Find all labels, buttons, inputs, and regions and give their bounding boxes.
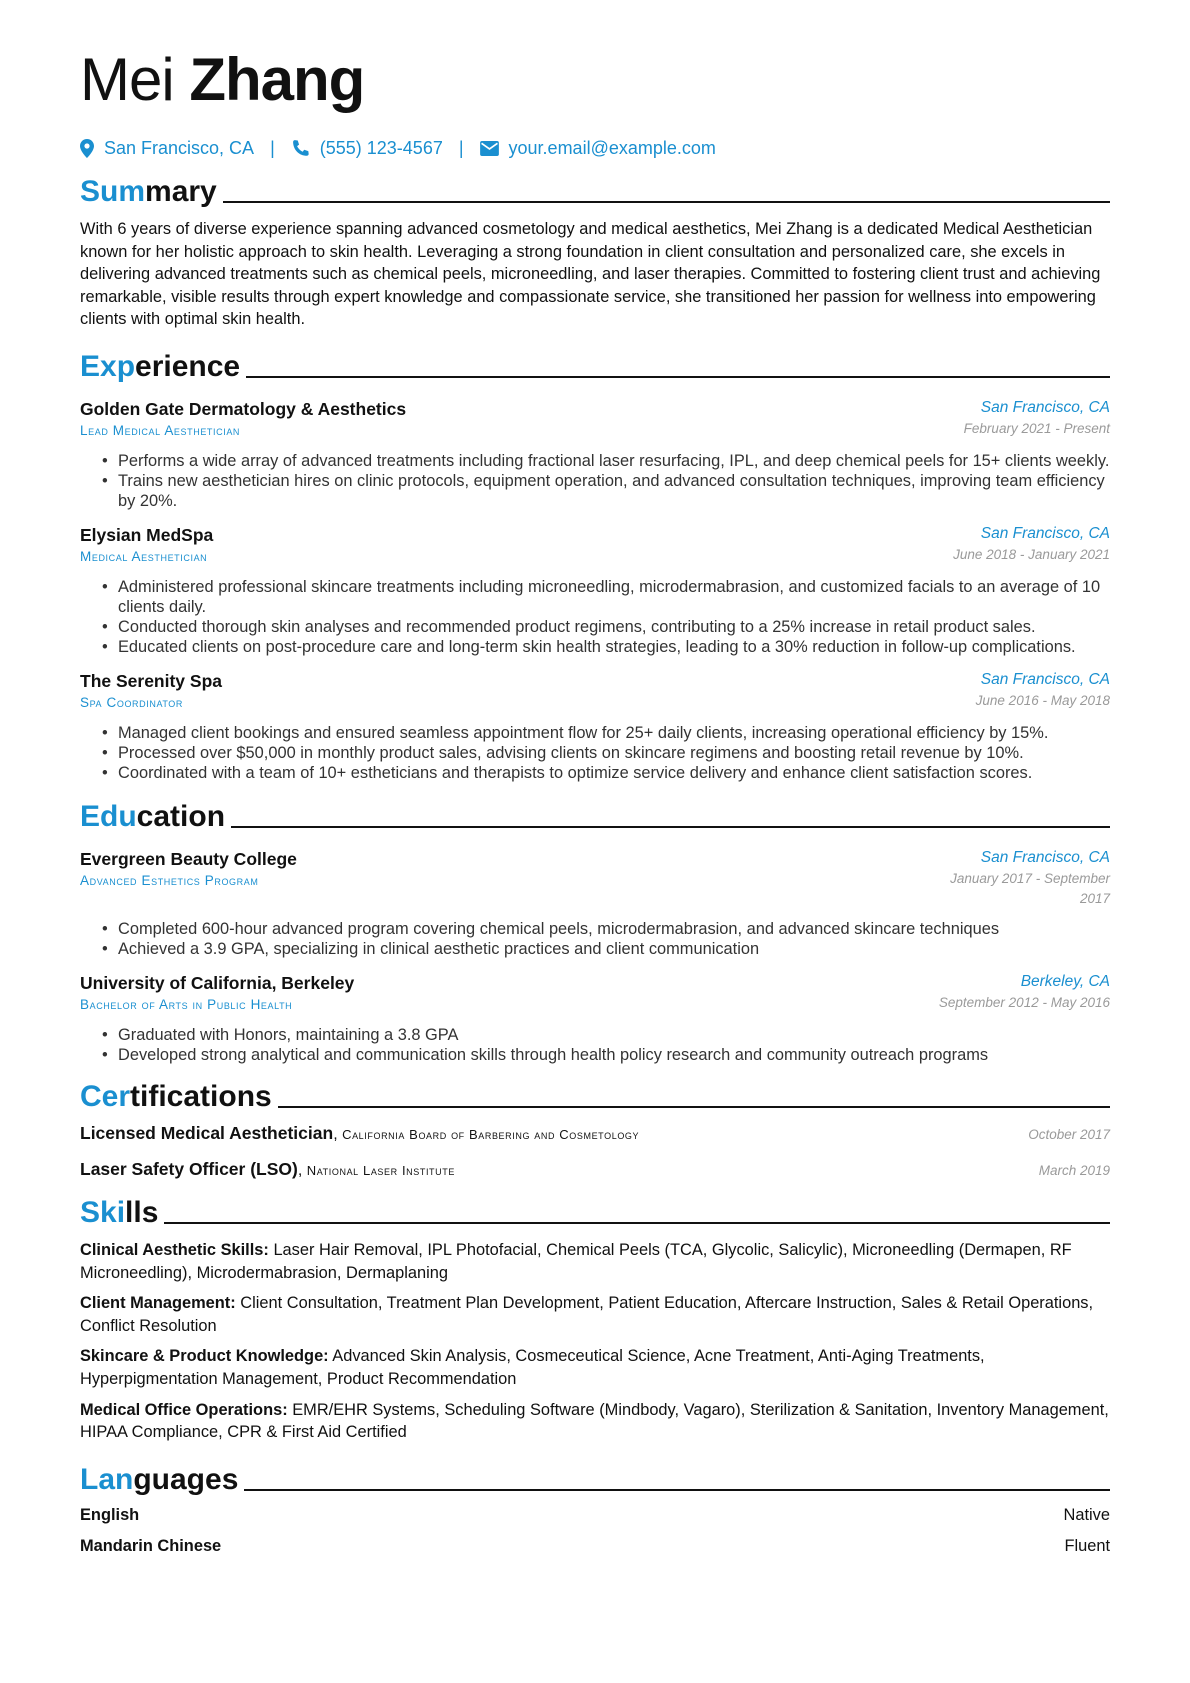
entry-date: January 2017 - September 2017 [950,870,1110,906]
bullet-item: • Managed client bookings and ensured seamless appointment flow for 25+ daily clients, increasing operational efficiency by 15%. [118,723,1110,743]
certification-item [80,1159,1110,1187]
entry-bullets [80,723,1110,783]
entry-organization: Evergreen Beauty College [80,848,297,869]
certification-left [80,1123,639,1144]
certification-comma: , [297,1161,307,1179]
bullet-item: • Coordinated with a team of 10+ estheticians and therapists to optimize service delivery and enhance client satisfaction scores. [118,763,1110,783]
entry-right [920,669,1110,711]
candidate-name [80,44,1110,116]
bullet-item: • Performs a wide array of advanced treatments including fractional laser resurfacing, IPL, and deep chemical peels for 15+ clients weekly. [118,451,1110,471]
entry-date: June 2016 - May 2018 [975,692,1110,708]
contact-email[interactable] [480,138,716,159]
entry-header [80,847,1110,909]
language-level: Fluent [1064,1536,1110,1555]
entry-header [80,523,1110,567]
section-rule [223,201,1110,203]
skill-values: Advanced Skin Analysis, Cosmeceutical Science, Acne Treatment, Anti-Aging Treatments, Hyperpigmentation Management, Product Recommendation [80,1347,985,1388]
language-item [80,1537,1110,1560]
bullet-item: • Trains new aesthetician hires on clinic protocols, equipment operation, and advanced consultation techniques, improving team efficiency by 20%. [118,471,1110,511]
entry-item [80,523,1110,657]
phone-icon [291,139,310,158]
entry-right [920,523,1110,565]
email-link[interactable]: your.email@example.com [508,137,716,158]
bullet-item: • Achieved a 3.9 GPA, specializing in clinical aesthetic practices and client communication [118,939,1110,959]
section-heading-summary: Summary [80,170,1110,210]
entry-location: San Francisco, CA [980,398,1110,416]
certification-date: March 2019 [1038,1162,1110,1178]
entry-header [80,971,1110,1015]
entry-right [920,397,1110,439]
section-rule [246,376,1110,378]
entry-organization: Golden Gate Dermatology & Aesthetics [80,398,407,419]
entry-header [80,669,1110,713]
skill-values: Laser Hair Removal, IPL Photofacial, Chemical Peels (TCA, Glycolic, Salicylic), Microneedling (Dermapen, RF Microneedling), Microdermabrasion, Dermaplaning [80,1240,1072,1282]
bullet-item: • Graduated with Honors, maintaining a 3.8 GPA [118,1025,1110,1045]
certification-name: Licensed Medical Aesthetician [80,1122,334,1143]
skill-category: Skincare & Product Knowledge: [80,1347,329,1366]
contact-location [80,138,254,159]
entry-left [80,847,297,891]
entry-item [80,397,1110,511]
language-level: Native [1063,1505,1110,1524]
skill-values: Client Consultation, Treatment Plan Development, Patient Education, Aftercare Instruction, Sales & Retail Operations, Conflict Resolution [80,1294,1094,1335]
experience-list [80,397,1110,783]
entry-item [80,971,1110,1065]
section-rule [231,826,1110,828]
language-item [80,1506,1110,1529]
education-list [80,847,1110,1065]
entry-role: Lead Medical Aesthetician [80,422,241,438]
language-name: English [80,1505,140,1524]
entry-organization: The Serenity Spa [80,670,222,691]
contact-separator: | [458,137,464,158]
section-heading-education: Education [80,795,1110,835]
skill-category: Clinical Aesthetic Skills: [80,1240,269,1259]
entry-date: February 2021 - Present [963,420,1110,436]
section-heading-skills: Skills [80,1191,1110,1231]
entry-bullets [80,577,1110,657]
entry-role: Bachelor of Arts in Public Health [80,996,293,1012]
languages-list [80,1506,1110,1560]
entry-header [80,397,1110,441]
entry-left [80,669,222,713]
section-heading-certifications: Certifications [80,1075,1110,1115]
skill-item [80,1239,1110,1284]
entry-date: June 2018 - January 2021 [953,546,1110,562]
section-rule [278,1106,1110,1108]
entry-right [920,971,1110,1013]
bullet-item: • Processed over $50,000 in monthly product sales, advising clients on skincare regimens and boosting retail revenue by 10%. [118,743,1110,763]
bullet-item: • Educated clients on post-procedure care and long-term skin health strategies, leading to a 30% reduction in follow-up complications. [118,637,1110,657]
section-heading-experience: Experience [80,345,1110,385]
skill-item [80,1399,1110,1444]
entry-role: Spa Coordinator [80,694,184,710]
entry-role: Advanced Esthetics Program [80,872,259,888]
certification-date: October 2017 [1028,1126,1110,1142]
certifications-list [80,1123,1110,1187]
certification-issuer: California Board of Barbering and Cosmetology [342,1126,640,1142]
certification-comma: , [333,1125,343,1143]
summary-text: With 6 years of diverse experience spanning advanced cosmetology and medical aesthetics, Mei Zhang is a dedicated Medical Aesthetician known for her holistic approach to skin health. Leveraging a strong foundation in client consultation and personalized care, she excels in delivering advanced treatments such as chemical peels, microneedling, and laser therapies. Committed to fostering client trust and achieving remarkable, visible results through expert knowledge and compassionate service, she transitioned her passion for wellness into empowering clients with optimal skin health. [80,220,1101,329]
section-rule [164,1222,1110,1224]
entry-bullets [80,919,1110,959]
entry-bullets [80,1025,1110,1065]
entry-left [80,971,354,1015]
section-heading-languages: Languages [80,1458,1110,1498]
entry-date: September 2012 - May 2016 [938,994,1110,1010]
bullet-item: • Administered professional skincare treatments including microneedling, microdermabrasion, and customized facials to an average of 10 clients daily. [118,577,1110,617]
map-marker-icon [80,139,94,158]
entry-location: San Francisco, CA [980,670,1110,688]
entry-item [80,847,1110,959]
skill-values: EMR/EHR Systems, Scheduling Software (Mindbody, Vagaro), Sterilization & Sanitation, Inventory Management, HIPAA Compliance, CPR & First Aid Certified [80,1400,1109,1442]
entry-bullets [80,451,1110,511]
entry-left [80,397,406,441]
skill-category: Medical Office Operations: [80,1400,288,1419]
bullet-item: • Developed strong analytical and communication skills through health policy research and community outreach programs [118,1045,1110,1065]
entry-left [80,523,213,567]
entry-organization: University of California, Berkeley [80,972,355,993]
entry-item [80,669,1110,783]
contact-bar [80,136,1110,160]
certification-left [80,1159,455,1180]
language-name: Mandarin Chinese [80,1536,222,1555]
entry-location: San Francisco, CA [980,524,1110,542]
bullet-item: • Completed 600-hour advanced program covering chemical peels, microdermabrasion, and advanced skincare techniques [118,919,1110,939]
certification-name: Laser Safety Officer (LSO) [80,1158,298,1179]
entry-location: Berkeley, CA [1020,972,1110,990]
envelope-icon [480,141,499,156]
entry-location: San Francisco, CA [980,848,1110,866]
skill-category: Client Management: [80,1294,236,1313]
skill-item [80,1345,1110,1390]
contact-separator: | [270,137,275,158]
last-name: Zhang [189,46,365,113]
section-rule [244,1489,1110,1491]
bullet-item: • Conducted thorough skin analyses and recommended product regimens, contributing to a 25% increase in retail product sales. [118,617,1110,637]
certification-issuer: National Laser Institute [306,1162,455,1178]
entry-organization: Elysian MedSpa [80,524,214,545]
phone-text[interactable]: (555) 123-4567 [319,137,443,158]
entry-role: Medical Aesthetician [80,548,208,564]
contact-phone[interactable] [291,138,443,159]
certification-item [80,1123,1110,1151]
skills-list [80,1239,1110,1444]
skill-item [80,1292,1110,1337]
first-name: Mei [80,46,174,113]
entry-right [920,847,1110,909]
location-text: San Francisco, CA [104,137,255,158]
